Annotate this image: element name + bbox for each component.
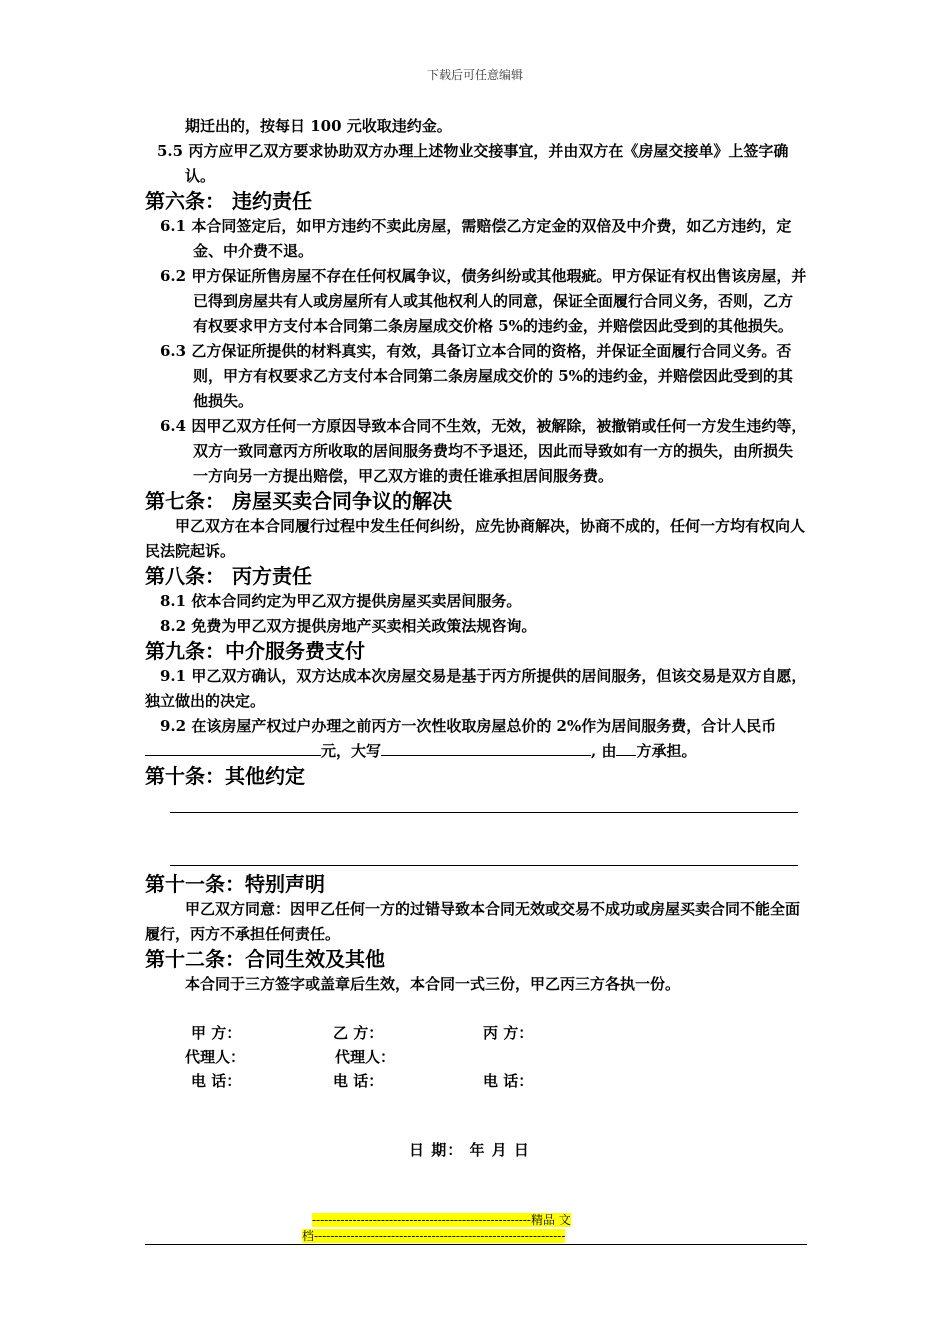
heading-article-9: 第九条：中介服务费支付 (145, 639, 365, 663)
agent-b-label: 代理人： (335, 1048, 396, 1066)
clause-6-4: 6.4 因甲乙双方任何一方原因导致本合同不生效，无效，被解除，被撤销或任何一方发生违约等，双方一致同意丙方所收取的居间服务费均不予退还，因此而导致如有一方的损失，由所损失一方向另一方提出赔偿，甲乙双方谁的责任谁承担居间服务费。 (160, 417, 807, 485)
amount-rmb-blank[interactable] (145, 739, 321, 756)
footer-watermark (302, 1212, 650, 1244)
footer-line-1: ------------------------------------------------------精品 文 (312, 1213, 571, 1227)
clause-6-1: 6.1 本合同签定后，如甲方违约不卖此房屋，需赔偿乙方定金的双倍及中介费，如乙方违约，定金、中介费不退。 (160, 217, 792, 260)
clause-9-1: 9.1 甲乙双方确认，双方达成本次房屋交易是基于丙方所提供的居间服务，但该交易是双方自愿，独立做出的决定。 (145, 667, 807, 710)
clause-5-5: 5.5 丙方应甲乙双方要求协助双方办理上述物业交接事宜，并由双方在《房屋交接单》上签字确认。 (157, 142, 789, 185)
clause-9-2-daxie: 元，大写 (321, 742, 382, 760)
amount-daxie-blank[interactable] (381, 739, 591, 756)
phone-a-label: 电 话： (191, 1072, 242, 1090)
page-header: 下载后可任意编辑 (426, 68, 523, 82)
phone-b-label: 电 话： (333, 1072, 384, 1090)
clause-7: 甲乙双方在本合同履行过程中发生任何纠纷，应先协商解决，协商不成的，任何一方均有权向人民法院起诉。 (145, 517, 806, 560)
heading-article-10: 第十条：其他约定 (145, 764, 305, 788)
clause-6-3: 6.3 乙方保证所提供的材料真实，有效，具备订立本合同的资格，并保证全面履行合同义务。否则，甲方有权要求乙方支付本合同第二条房屋成交价的 5%的违约金，并赔偿因此受到的其他损失。 (160, 342, 793, 410)
clause-9-2-text: 9.2 在该房屋产权过户办理之前丙方一次性收取房屋总价的 2%作为居间服务费，合计人民币 (160, 717, 777, 735)
party-c-label: 丙 方： (483, 1024, 534, 1042)
clause-9-2-you: , 由 (591, 742, 617, 760)
agent-a-label: 代理人： (185, 1048, 246, 1066)
clause-9-2-end: 方承担。 (636, 742, 697, 760)
date-line: 日 期： 年 月 日 (409, 1141, 530, 1159)
party-a-label: 甲 方： (191, 1024, 242, 1042)
signature-row-phones (145, 1070, 807, 1094)
clause-8-1: 8.1 依本合同约定为甲乙双方提供房屋买卖居间服务。 (160, 592, 522, 610)
bottom-rule (145, 1244, 807, 1245)
clause-5-4-tail: 期迁出的，按每日 100 元收取违约金。 (185, 117, 452, 135)
payer-blank[interactable] (616, 739, 636, 756)
phone-c-label: 电 话： (483, 1072, 534, 1090)
heading-article-11: 第十一条：特别声明 (145, 872, 325, 896)
clause-9-2 (145, 714, 807, 764)
signature-row-parties (145, 1022, 807, 1046)
signature-row-agents (145, 1046, 807, 1070)
party-b-label: 乙 方： (333, 1024, 384, 1042)
heading-article-8: 第八条： 丙方责任 (145, 564, 312, 588)
heading-article-6: 第六条： 违约责任 (145, 189, 312, 213)
document-body (145, 114, 807, 1094)
heading-article-7: 第七条： 房屋买卖合同争议的解决 (145, 489, 452, 513)
clause-11: 甲乙双方同意：因甲乙任何一方的过错导致本合同无效或交易不成功或房屋买卖合同不能全面履行，丙方不承担任何责任。 (145, 900, 801, 943)
clause-6-2: 6.2 甲方保证所售房屋不存在任何权属争议，债务纠纷或其他瑕疵。甲方保证有权出售该房屋，并已得到房屋共有人或房屋所有人或其他权利人的同意，保证全面履行合同义务，否则，乙方有权要求甲方支付本合同第二条房屋成交价格 5%的违约金，并赔偿因此受到的其他损失。 (160, 267, 807, 335)
footer-line-2: 档-------------------------------------------------------------- (302, 1229, 566, 1243)
heading-article-12: 第十二条：合同生效及其他 (145, 947, 385, 971)
clause-8-2: 8.2 免费为甲乙双方提供房地产买卖相关政策法规咨询。 (160, 617, 537, 635)
clause-12: 本合同于三方签字或盖章后生效，本合同一式三份，甲乙丙三方各执一份。 (185, 975, 681, 993)
